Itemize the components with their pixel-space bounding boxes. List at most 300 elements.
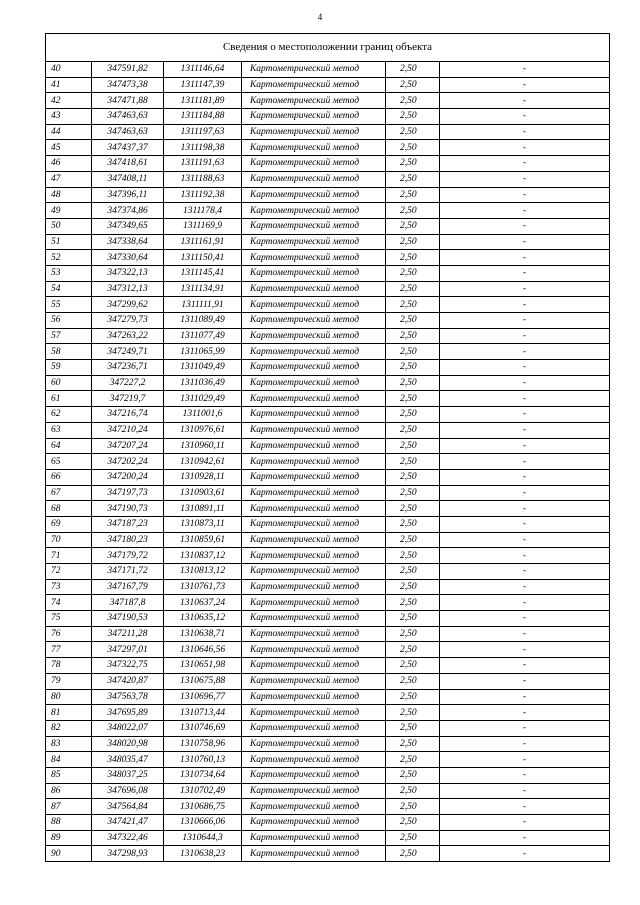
accuracy-cell: 2,50 bbox=[386, 783, 440, 799]
method-cell: Картометрический метод bbox=[242, 297, 386, 313]
method-cell: Картометрический метод bbox=[242, 579, 386, 595]
x-coordinate-cell: 347249,71 bbox=[92, 344, 164, 360]
table-row bbox=[46, 516, 610, 532]
y-coordinate-cell: 1310903,61 bbox=[164, 485, 242, 501]
y-coordinate-cell: 1311001,6 bbox=[164, 407, 242, 423]
description-cell: - bbox=[440, 156, 610, 172]
method-cell: Картометрический метод bbox=[242, 767, 386, 783]
y-coordinate-cell: 1311077,49 bbox=[164, 328, 242, 344]
point-number-cell: 83 bbox=[46, 736, 92, 752]
accuracy-cell: 2,50 bbox=[386, 218, 440, 234]
table-row bbox=[46, 767, 610, 783]
y-coordinate-cell: 1310651,98 bbox=[164, 658, 242, 674]
table-row bbox=[46, 454, 610, 470]
y-coordinate-cell: 1310686,75 bbox=[164, 799, 242, 815]
point-number-cell: 55 bbox=[46, 297, 92, 313]
method-cell: Картометрический метод bbox=[242, 564, 386, 580]
table-row bbox=[46, 250, 610, 266]
table-row bbox=[46, 720, 610, 736]
table-row bbox=[46, 171, 610, 187]
y-coordinate-cell: 1311049,49 bbox=[164, 360, 242, 376]
x-coordinate-cell: 347322,75 bbox=[92, 658, 164, 674]
table-row bbox=[46, 846, 610, 862]
method-cell: Картометрический метод bbox=[242, 689, 386, 705]
x-coordinate-cell: 347563,78 bbox=[92, 689, 164, 705]
method-cell: Картометрический метод bbox=[242, 422, 386, 438]
table-row bbox=[46, 736, 610, 752]
point-number-cell: 85 bbox=[46, 767, 92, 783]
y-coordinate-cell: 1310873,11 bbox=[164, 516, 242, 532]
y-coordinate-cell: 1310813,12 bbox=[164, 564, 242, 580]
accuracy-cell: 2,50 bbox=[386, 846, 440, 862]
y-coordinate-cell: 1311036,49 bbox=[164, 375, 242, 391]
y-coordinate-cell: 1310696,77 bbox=[164, 689, 242, 705]
x-coordinate-cell: 347564,84 bbox=[92, 799, 164, 815]
x-coordinate-cell: 347236,71 bbox=[92, 360, 164, 376]
description-cell: - bbox=[440, 281, 610, 297]
description-cell: - bbox=[440, 689, 610, 705]
y-coordinate-cell: 1311065,99 bbox=[164, 344, 242, 360]
y-coordinate-cell: 1310646,56 bbox=[164, 642, 242, 658]
method-cell: Картометрический метод bbox=[242, 595, 386, 611]
point-number-cell: 62 bbox=[46, 407, 92, 423]
method-cell: Картометрический метод bbox=[242, 846, 386, 862]
y-coordinate-cell: 1311188,63 bbox=[164, 171, 242, 187]
point-number-cell: 63 bbox=[46, 422, 92, 438]
accuracy-cell: 2,50 bbox=[386, 705, 440, 721]
table-row bbox=[46, 548, 610, 564]
table-row bbox=[46, 281, 610, 297]
y-coordinate-cell: 1311161,91 bbox=[164, 234, 242, 250]
accuracy-cell: 2,50 bbox=[386, 407, 440, 423]
point-number-cell: 61 bbox=[46, 391, 92, 407]
method-cell: Картометрический метод bbox=[242, 171, 386, 187]
accuracy-cell: 2,50 bbox=[386, 611, 440, 627]
x-coordinate-cell: 347695,89 bbox=[92, 705, 164, 721]
table-row bbox=[46, 579, 610, 595]
table-row bbox=[46, 658, 610, 674]
point-number-cell: 84 bbox=[46, 752, 92, 768]
x-coordinate-cell: 347216,74 bbox=[92, 407, 164, 423]
description-cell: - bbox=[440, 611, 610, 627]
point-number-cell: 44 bbox=[46, 124, 92, 140]
x-coordinate-cell: 347421,47 bbox=[92, 815, 164, 831]
table-row bbox=[46, 407, 610, 423]
point-number-cell: 40 bbox=[46, 62, 92, 78]
x-coordinate-cell: 347591,82 bbox=[92, 62, 164, 78]
description-cell: - bbox=[440, 642, 610, 658]
point-number-cell: 50 bbox=[46, 218, 92, 234]
x-coordinate-cell: 347696,08 bbox=[92, 783, 164, 799]
table-row bbox=[46, 799, 610, 815]
method-cell: Картометрический метод bbox=[242, 673, 386, 689]
accuracy-cell: 2,50 bbox=[386, 328, 440, 344]
x-coordinate-cell: 347299,62 bbox=[92, 297, 164, 313]
x-coordinate-cell: 348035,47 bbox=[92, 752, 164, 768]
table-row bbox=[46, 297, 610, 313]
y-coordinate-cell: 1311184,88 bbox=[164, 109, 242, 125]
table-row bbox=[46, 93, 610, 109]
description-cell: - bbox=[440, 799, 610, 815]
accuracy-cell: 2,50 bbox=[386, 281, 440, 297]
accuracy-cell: 2,50 bbox=[386, 642, 440, 658]
accuracy-cell: 2,50 bbox=[386, 799, 440, 815]
y-coordinate-cell: 1311150,41 bbox=[164, 250, 242, 266]
method-cell: Картометрический метод bbox=[242, 77, 386, 93]
y-coordinate-cell: 1310644,3 bbox=[164, 830, 242, 846]
method-cell: Картометрический метод bbox=[242, 344, 386, 360]
accuracy-cell: 2,50 bbox=[386, 736, 440, 752]
x-coordinate-cell: 347202,24 bbox=[92, 454, 164, 470]
description-cell: - bbox=[440, 485, 610, 501]
x-coordinate-cell: 347322,13 bbox=[92, 265, 164, 281]
table-row bbox=[46, 485, 610, 501]
method-cell: Картометрический метод bbox=[242, 313, 386, 329]
x-coordinate-cell: 347180,23 bbox=[92, 532, 164, 548]
point-number-cell: 60 bbox=[46, 375, 92, 391]
y-coordinate-cell: 1310928,11 bbox=[164, 469, 242, 485]
point-number-cell: 89 bbox=[46, 830, 92, 846]
point-number-cell: 88 bbox=[46, 815, 92, 831]
point-number-cell: 47 bbox=[46, 171, 92, 187]
point-number-cell: 69 bbox=[46, 516, 92, 532]
point-number-cell: 67 bbox=[46, 485, 92, 501]
table-row bbox=[46, 187, 610, 203]
point-number-cell: 51 bbox=[46, 234, 92, 250]
point-number-cell: 70 bbox=[46, 532, 92, 548]
point-number-cell: 66 bbox=[46, 469, 92, 485]
description-cell: - bbox=[440, 77, 610, 93]
table-row bbox=[46, 391, 610, 407]
table-row bbox=[46, 328, 610, 344]
method-cell: Картометрический метод bbox=[242, 830, 386, 846]
x-coordinate-cell: 347374,86 bbox=[92, 203, 164, 219]
y-coordinate-cell: 1310758,96 bbox=[164, 736, 242, 752]
x-coordinate-cell: 347207,24 bbox=[92, 438, 164, 454]
page-number: 4 bbox=[317, 12, 323, 22]
x-coordinate-cell: 347338,64 bbox=[92, 234, 164, 250]
table-row bbox=[46, 77, 610, 93]
accuracy-cell: 2,50 bbox=[386, 203, 440, 219]
description-cell: - bbox=[440, 93, 610, 109]
method-cell: Картометрический метод bbox=[242, 516, 386, 532]
description-cell: - bbox=[440, 140, 610, 156]
accuracy-cell: 2,50 bbox=[386, 516, 440, 532]
accuracy-cell: 2,50 bbox=[386, 454, 440, 470]
method-cell: Картометрический метод bbox=[242, 203, 386, 219]
point-number-cell: 75 bbox=[46, 611, 92, 627]
description-cell: - bbox=[440, 626, 610, 642]
y-coordinate-cell: 1311147,39 bbox=[164, 77, 242, 93]
table-row bbox=[46, 564, 610, 580]
description-cell: - bbox=[440, 407, 610, 423]
description-cell: - bbox=[440, 109, 610, 125]
x-coordinate-cell: 347396,11 bbox=[92, 187, 164, 203]
table-row bbox=[46, 469, 610, 485]
table-row bbox=[46, 705, 610, 721]
accuracy-cell: 2,50 bbox=[386, 469, 440, 485]
accuracy-cell: 2,50 bbox=[386, 344, 440, 360]
method-cell: Картометрический метод bbox=[242, 736, 386, 752]
x-coordinate-cell: 347420,87 bbox=[92, 673, 164, 689]
method-cell: Картометрический метод bbox=[242, 454, 386, 470]
description-cell: - bbox=[440, 171, 610, 187]
method-cell: Картометрический метод bbox=[242, 234, 386, 250]
accuracy-cell: 2,50 bbox=[386, 501, 440, 517]
table-row bbox=[46, 234, 610, 250]
method-cell: Картометрический метод bbox=[242, 799, 386, 815]
method-cell: Картометрический метод bbox=[242, 218, 386, 234]
description-cell: - bbox=[440, 360, 610, 376]
point-number-cell: 52 bbox=[46, 250, 92, 266]
x-coordinate-cell: 347171,72 bbox=[92, 564, 164, 580]
x-coordinate-cell: 347210,24 bbox=[92, 422, 164, 438]
y-coordinate-cell: 1310638,71 bbox=[164, 626, 242, 642]
x-coordinate-cell: 347263,22 bbox=[92, 328, 164, 344]
method-cell: Картометрический метод bbox=[242, 783, 386, 799]
table-row bbox=[46, 783, 610, 799]
accuracy-cell: 2,50 bbox=[386, 422, 440, 438]
description-cell: - bbox=[440, 736, 610, 752]
method-cell: Картометрический метод bbox=[242, 720, 386, 736]
description-cell: - bbox=[440, 469, 610, 485]
table-row bbox=[46, 501, 610, 517]
table-row bbox=[46, 422, 610, 438]
method-cell: Картометрический метод bbox=[242, 548, 386, 564]
boundary-table bbox=[45, 33, 610, 862]
table-row bbox=[46, 611, 610, 627]
table-row bbox=[46, 344, 610, 360]
accuracy-cell: 2,50 bbox=[386, 595, 440, 611]
accuracy-cell: 2,50 bbox=[386, 720, 440, 736]
y-coordinate-cell: 1310635,12 bbox=[164, 611, 242, 627]
method-cell: Картометрический метод bbox=[242, 328, 386, 344]
x-coordinate-cell: 347167,79 bbox=[92, 579, 164, 595]
accuracy-cell: 2,50 bbox=[386, 485, 440, 501]
x-coordinate-cell: 347418,61 bbox=[92, 156, 164, 172]
point-number-cell: 48 bbox=[46, 187, 92, 203]
accuracy-cell: 2,50 bbox=[386, 156, 440, 172]
description-cell: - bbox=[440, 705, 610, 721]
point-number-cell: 77 bbox=[46, 642, 92, 658]
point-number-cell: 43 bbox=[46, 109, 92, 125]
table-row bbox=[46, 438, 610, 454]
method-cell: Картометрический метод bbox=[242, 187, 386, 203]
description-cell: - bbox=[440, 595, 610, 611]
accuracy-cell: 2,50 bbox=[386, 265, 440, 281]
description-cell: - bbox=[440, 564, 610, 580]
point-number-cell: 76 bbox=[46, 626, 92, 642]
x-coordinate-cell: 347279,73 bbox=[92, 313, 164, 329]
point-number-cell: 41 bbox=[46, 77, 92, 93]
accuracy-cell: 2,50 bbox=[386, 658, 440, 674]
table-row bbox=[46, 673, 610, 689]
point-number-cell: 81 bbox=[46, 705, 92, 721]
y-coordinate-cell: 1310713,44 bbox=[164, 705, 242, 721]
table-row bbox=[46, 203, 610, 219]
method-cell: Картометрический метод bbox=[242, 407, 386, 423]
y-coordinate-cell: 1311191,63 bbox=[164, 156, 242, 172]
x-coordinate-cell: 347312,13 bbox=[92, 281, 164, 297]
accuracy-cell: 2,50 bbox=[386, 673, 440, 689]
method-cell: Картометрический метод bbox=[242, 265, 386, 281]
x-coordinate-cell: 347473,38 bbox=[92, 77, 164, 93]
y-coordinate-cell: 1311145,41 bbox=[164, 265, 242, 281]
description-cell: - bbox=[440, 422, 610, 438]
x-coordinate-cell: 348022,07 bbox=[92, 720, 164, 736]
point-number-cell: 80 bbox=[46, 689, 92, 705]
table-row bbox=[46, 626, 610, 642]
description-cell: - bbox=[440, 187, 610, 203]
method-cell: Картометрический метод bbox=[242, 109, 386, 125]
accuracy-cell: 2,50 bbox=[386, 532, 440, 548]
accuracy-cell: 2,50 bbox=[386, 297, 440, 313]
x-coordinate-cell: 347187,23 bbox=[92, 516, 164, 532]
table-row bbox=[46, 532, 610, 548]
y-coordinate-cell: 1310859,61 bbox=[164, 532, 242, 548]
point-number-cell: 64 bbox=[46, 438, 92, 454]
y-coordinate-cell: 1310891,11 bbox=[164, 501, 242, 517]
x-coordinate-cell: 347187,8 bbox=[92, 595, 164, 611]
point-number-cell: 53 bbox=[46, 265, 92, 281]
description-cell: - bbox=[440, 658, 610, 674]
point-number-cell: 65 bbox=[46, 454, 92, 470]
x-coordinate-cell: 347211,28 bbox=[92, 626, 164, 642]
point-number-cell: 87 bbox=[46, 799, 92, 815]
y-coordinate-cell: 1310675,88 bbox=[164, 673, 242, 689]
method-cell: Картометрический метод bbox=[242, 375, 386, 391]
method-cell: Картометрический метод bbox=[242, 124, 386, 140]
y-coordinate-cell: 1311146,64 bbox=[164, 62, 242, 78]
method-cell: Картометрический метод bbox=[242, 626, 386, 642]
table-row bbox=[46, 595, 610, 611]
description-cell: - bbox=[440, 391, 610, 407]
description-cell: - bbox=[440, 830, 610, 846]
y-coordinate-cell: 1310702,49 bbox=[164, 783, 242, 799]
point-number-cell: 58 bbox=[46, 344, 92, 360]
point-number-cell: 45 bbox=[46, 140, 92, 156]
description-cell: - bbox=[440, 783, 610, 799]
table-row bbox=[46, 124, 610, 140]
description-cell: - bbox=[440, 767, 610, 783]
y-coordinate-cell: 1310637,24 bbox=[164, 595, 242, 611]
description-cell: - bbox=[440, 203, 610, 219]
method-cell: Картометрический метод bbox=[242, 250, 386, 266]
y-coordinate-cell: 1310734,64 bbox=[164, 767, 242, 783]
x-coordinate-cell: 347190,53 bbox=[92, 611, 164, 627]
method-cell: Картометрический метод bbox=[242, 485, 386, 501]
method-cell: Картометрический метод bbox=[242, 532, 386, 548]
method-cell: Картометрический метод bbox=[242, 501, 386, 517]
y-coordinate-cell: 1311192,38 bbox=[164, 187, 242, 203]
table-row bbox=[46, 313, 610, 329]
description-cell: - bbox=[440, 815, 610, 831]
y-coordinate-cell: 1310960,11 bbox=[164, 438, 242, 454]
accuracy-cell: 2,50 bbox=[386, 250, 440, 266]
x-coordinate-cell: 347330,64 bbox=[92, 250, 164, 266]
description-cell: - bbox=[440, 438, 610, 454]
description-cell: - bbox=[440, 720, 610, 736]
point-number-cell: 90 bbox=[46, 846, 92, 862]
x-coordinate-cell: 347408,11 bbox=[92, 171, 164, 187]
y-coordinate-cell: 1311178,4 bbox=[164, 203, 242, 219]
point-number-cell: 71 bbox=[46, 548, 92, 564]
method-cell: Картометрический метод bbox=[242, 642, 386, 658]
point-number-cell: 59 bbox=[46, 360, 92, 376]
description-cell: - bbox=[440, 673, 610, 689]
y-coordinate-cell: 1310666,06 bbox=[164, 815, 242, 831]
accuracy-cell: 2,50 bbox=[386, 579, 440, 595]
y-coordinate-cell: 1311111,91 bbox=[164, 297, 242, 313]
x-coordinate-cell: 347197,73 bbox=[92, 485, 164, 501]
point-number-cell: 46 bbox=[46, 156, 92, 172]
accuracy-cell: 2,50 bbox=[386, 548, 440, 564]
accuracy-cell: 2,50 bbox=[386, 752, 440, 768]
y-coordinate-cell: 1311169,9 bbox=[164, 218, 242, 234]
method-cell: Картометрический метод bbox=[242, 752, 386, 768]
x-coordinate-cell: 348020,98 bbox=[92, 736, 164, 752]
accuracy-cell: 2,50 bbox=[386, 767, 440, 783]
y-coordinate-cell: 1310760,13 bbox=[164, 752, 242, 768]
description-cell: - bbox=[440, 62, 610, 78]
point-number-cell: 78 bbox=[46, 658, 92, 674]
description-cell: - bbox=[440, 375, 610, 391]
accuracy-cell: 2,50 bbox=[386, 109, 440, 125]
accuracy-cell: 2,50 bbox=[386, 815, 440, 831]
point-number-cell: 68 bbox=[46, 501, 92, 517]
y-coordinate-cell: 1311198,38 bbox=[164, 140, 242, 156]
method-cell: Картометрический метод bbox=[242, 438, 386, 454]
description-cell: - bbox=[440, 752, 610, 768]
table-row bbox=[46, 140, 610, 156]
table-row bbox=[46, 752, 610, 768]
description-cell: - bbox=[440, 297, 610, 313]
y-coordinate-cell: 1311181,89 bbox=[164, 93, 242, 109]
table-title-row bbox=[46, 34, 610, 62]
method-cell: Картометрический метод bbox=[242, 705, 386, 721]
description-cell: - bbox=[440, 454, 610, 470]
point-number-cell: 54 bbox=[46, 281, 92, 297]
accuracy-cell: 2,50 bbox=[386, 375, 440, 391]
accuracy-cell: 2,50 bbox=[386, 313, 440, 329]
table-row bbox=[46, 156, 610, 172]
accuracy-cell: 2,50 bbox=[386, 187, 440, 203]
accuracy-cell: 2,50 bbox=[386, 391, 440, 407]
description-cell: - bbox=[440, 250, 610, 266]
point-number-cell: 49 bbox=[46, 203, 92, 219]
method-cell: Картометрический метод bbox=[242, 281, 386, 297]
table-row bbox=[46, 62, 610, 78]
accuracy-cell: 2,50 bbox=[386, 77, 440, 93]
x-coordinate-cell: 347227,2 bbox=[92, 375, 164, 391]
y-coordinate-cell: 1311089,49 bbox=[164, 313, 242, 329]
y-coordinate-cell: 1311029,49 bbox=[164, 391, 242, 407]
x-coordinate-cell: 347437,37 bbox=[92, 140, 164, 156]
point-number-cell: 73 bbox=[46, 579, 92, 595]
accuracy-cell: 2,50 bbox=[386, 626, 440, 642]
accuracy-cell: 2,50 bbox=[386, 140, 440, 156]
table-row bbox=[46, 360, 610, 376]
description-cell: - bbox=[440, 313, 610, 329]
table-row bbox=[46, 830, 610, 846]
description-cell: - bbox=[440, 532, 610, 548]
table-row bbox=[46, 815, 610, 831]
accuracy-cell: 2,50 bbox=[386, 234, 440, 250]
x-coordinate-cell: 347322,46 bbox=[92, 830, 164, 846]
y-coordinate-cell: 1311197,63 bbox=[164, 124, 242, 140]
description-cell: - bbox=[440, 548, 610, 564]
y-coordinate-cell: 1310761,73 bbox=[164, 579, 242, 595]
